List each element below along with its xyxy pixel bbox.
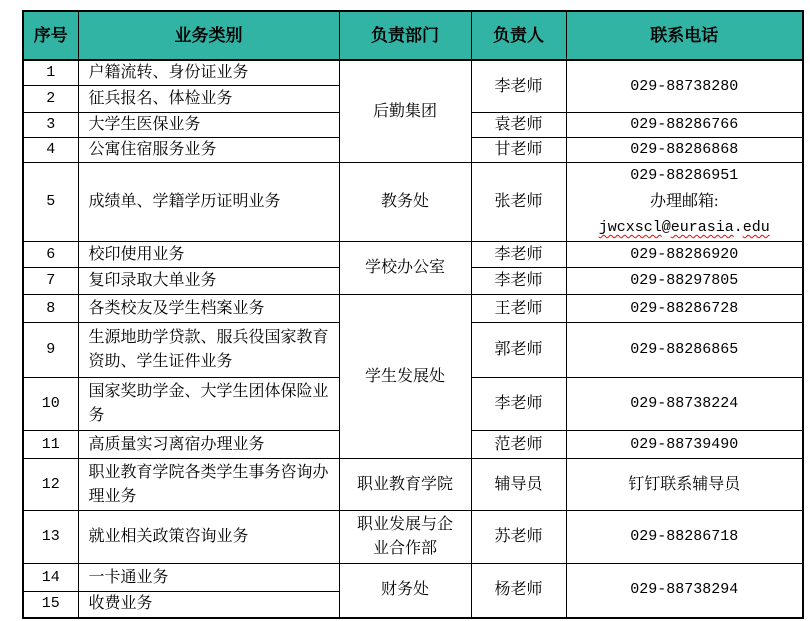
phone-cell: 029-88739490 <box>566 431 803 459</box>
person-cell: 苏老师 <box>471 511 566 564</box>
serial-cell: 6 <box>23 242 78 268</box>
phone-cell: 029-88286868 <box>566 138 803 163</box>
person-cell: 范老师 <box>471 431 566 459</box>
category-cell: 收费业务 <box>78 592 339 618</box>
phone-cell: 029-88738280 <box>566 60 803 113</box>
person-cell: 李老师 <box>471 242 566 268</box>
department-cell: 职业教育学院 <box>339 459 471 511</box>
serial-cell: 15 <box>23 592 78 618</box>
category-cell: 高质量实习离宿办理业务 <box>78 431 339 459</box>
header-department: 负责部门 <box>339 11 471 60</box>
category-cell: 大学生医保业务 <box>78 113 339 138</box>
header-row <box>23 11 803 60</box>
department-cell: 后勤集团 <box>339 60 471 163</box>
person-cell: 李老师 <box>471 268 566 295</box>
phone-cell: 029-88738294 <box>566 564 803 618</box>
table-row <box>23 60 803 86</box>
department-cell: 学生发展处 <box>339 295 471 459</box>
email-label-line: 办理邮箱: <box>650 193 719 210</box>
category-cell: 征兵报名、体检业务 <box>78 86 339 113</box>
person-cell: 李老师 <box>471 378 566 431</box>
table-row <box>23 295 803 323</box>
serial-cell: 1 <box>23 60 78 86</box>
service-contact-table <box>22 10 804 619</box>
phone-cell: 029-88738224 <box>566 378 803 431</box>
email-part: jwcxscl <box>598 219 662 236</box>
category-cell: 就业相关政策咨询业务 <box>78 511 339 564</box>
department-cell: 教务处 <box>339 163 471 242</box>
person-cell: 辅导员 <box>471 459 566 511</box>
phone-cell: 029-88286920 <box>566 242 803 268</box>
phone-cell: 029-88286718 <box>566 511 803 564</box>
email-part: edu <box>742 219 770 236</box>
department-cell: 职业发展与企业合作部 <box>339 511 471 564</box>
category-cell: 校印使用业务 <box>78 242 339 268</box>
email-address-line <box>567 215 803 241</box>
table-row <box>23 242 803 268</box>
phone-cell: 钉钉联系辅导员 <box>566 459 803 511</box>
email-part: . <box>733 219 743 236</box>
category-cell: 一卡通业务 <box>78 564 339 592</box>
person-cell: 甘老师 <box>471 138 566 163</box>
serial-cell: 13 <box>23 511 78 564</box>
serial-cell: 9 <box>23 323 78 378</box>
category-cell: 公寓住宿服务业务 <box>78 138 339 163</box>
serial-cell: 4 <box>23 138 78 163</box>
phone-number-line: 029-88286951 <box>630 167 739 184</box>
email-part: @ <box>661 219 671 236</box>
serial-cell: 3 <box>23 113 78 138</box>
header-person: 负责人 <box>471 11 566 60</box>
header-phone: 联系电话 <box>566 11 803 60</box>
person-cell: 杨老师 <box>471 564 566 618</box>
serial-cell: 5 <box>23 163 78 242</box>
serial-cell: 8 <box>23 295 78 323</box>
phone-cell <box>566 163 803 242</box>
email-part: eurasia <box>670 219 734 236</box>
category-cell: 职业教育学院各类学生事务咨询办理业务 <box>78 459 339 511</box>
table-row <box>23 564 803 592</box>
table-row <box>23 163 803 242</box>
serial-cell: 12 <box>23 459 78 511</box>
phone-cell: 029-88286766 <box>566 113 803 138</box>
header-category: 业务类别 <box>78 11 339 60</box>
serial-cell: 2 <box>23 86 78 113</box>
person-cell: 王老师 <box>471 295 566 323</box>
table-row <box>23 511 803 564</box>
person-cell: 郭老师 <box>471 323 566 378</box>
phone-cell: 029-88286728 <box>566 295 803 323</box>
phone-cell: 029-88297805 <box>566 268 803 295</box>
serial-cell: 7 <box>23 268 78 295</box>
category-cell: 户籍流转、身份证业务 <box>78 60 339 86</box>
category-cell: 生源地助学贷款、服兵役国家教育资助、学生证件业务 <box>78 323 339 378</box>
phone-cell: 029-88286865 <box>566 323 803 378</box>
category-cell: 成绩单、学籍学历证明业务 <box>78 163 339 242</box>
serial-cell: 14 <box>23 564 78 592</box>
department-cell: 学校办公室 <box>339 242 471 295</box>
category-cell: 各类校友及学生档案业务 <box>78 295 339 323</box>
header-serial: 序号 <box>23 11 78 60</box>
serial-cell: 10 <box>23 378 78 431</box>
person-cell: 李老师 <box>471 60 566 113</box>
person-cell: 张老师 <box>471 163 566 242</box>
category-cell: 国家奖助学金、大学生团体保险业务 <box>78 378 339 431</box>
person-cell: 袁老师 <box>471 113 566 138</box>
category-cell: 复印录取大单业务 <box>78 268 339 295</box>
serial-cell: 11 <box>23 431 78 459</box>
table-row <box>23 459 803 511</box>
department-cell: 财务处 <box>339 564 471 618</box>
